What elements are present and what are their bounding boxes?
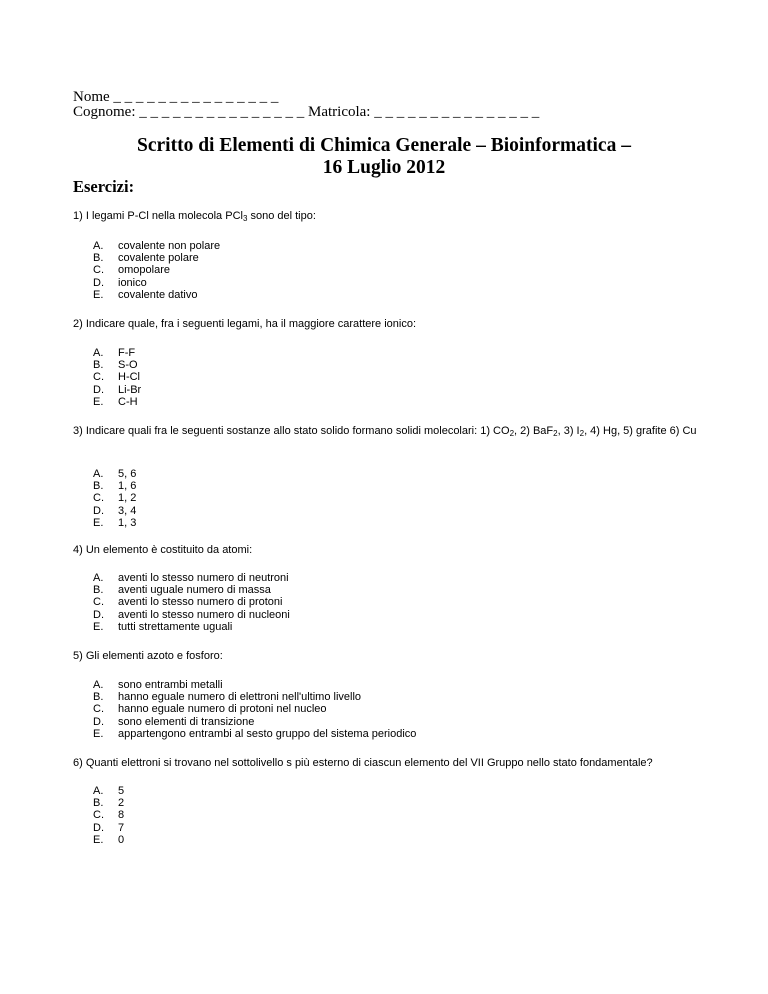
option-c[interactable]: C. omopolare — [93, 264, 170, 277]
surname-label: Cognome: — [73, 104, 136, 120]
question-2-options — [93, 347, 141, 408]
option-b[interactable]: B. covalente polare — [93, 252, 199, 265]
option-a[interactable]: A. aventi lo stesso numero di neutroni — [93, 572, 289, 584]
option-b[interactable]: B. S-O — [93, 359, 138, 372]
name-blank[interactable]: _ _ _ _ _ _ _ _ _ _ _ _ _ _ _ — [113, 89, 279, 105]
question-2: 2) Indicare quale, fra i seguenti legami, ha il maggiore carattere ionico: — [73, 318, 417, 330]
exam-title-line1: Scritto di Elementi di Chimica Generale – Bioinformatica – — [137, 135, 631, 156]
option-a[interactable]: A. 5, 6 — [93, 468, 137, 480]
option-d[interactable]: D. 3, 4 — [93, 504, 137, 517]
option-d[interactable]: D. Li-Br — [93, 383, 142, 396]
surname-blank[interactable]: _ _ _ _ _ _ _ _ _ _ _ _ _ _ _ — [139, 104, 305, 120]
question-3-options — [93, 468, 136, 529]
option-c[interactable]: C. aventi lo stesso numero di protoni — [93, 596, 283, 609]
matricola-label: Matricola: — [308, 104, 371, 120]
question-3: 3) Indicare quali fra le seguenti sostanze allo stato solido formano solidi molecolari: 1) $CO_2$, 2) BaF$_2$, 3) $I_2$, 4) Hg, 5) grafite 6) Cu — [73, 425, 697, 438]
option-d[interactable]: D. sono elementi di transizione — [93, 715, 255, 728]
option-b[interactable]: B. 2 — [93, 797, 125, 810]
exam-title-date: 16 Luglio 2012 — [322, 157, 446, 178]
question-5-options — [93, 679, 416, 740]
option-e[interactable]: E. tutti strettamente uguali — [93, 620, 233, 633]
option-b[interactable]: B. 1, 6 — [93, 480, 137, 493]
name-field-line — [73, 89, 278, 105]
question-5: 5) Gli elementi azoto e fosforo: — [73, 650, 223, 662]
option-e[interactable]: E. 0 — [93, 833, 125, 846]
option-d[interactable]: D. ionico — [93, 276, 147, 289]
option-e[interactable]: E. C-H — [93, 395, 138, 408]
surname-field-line — [73, 104, 539, 120]
option-b[interactable]: B. aventi uguale numero di massa — [93, 584, 271, 597]
option-c[interactable]: C. H-Cl — [93, 371, 140, 384]
option-e[interactable]: E. 1, 3 — [93, 516, 137, 529]
option-e[interactable]: E. appartengono entrambi al sesto gruppo del sistema periodico — [93, 727, 417, 740]
option-a[interactable]: A. F-F — [93, 347, 136, 359]
option-a[interactable]: A. sono entrambi metalli — [93, 679, 223, 691]
question-1-options — [93, 240, 220, 301]
question-4-options — [93, 572, 290, 633]
question-1: 1) I legami P-Cl nella molecola PCl$_3$ sono del tipo: — [73, 210, 316, 223]
option-c[interactable]: C. hanno eguale numero di protoni nel nucleo — [93, 703, 327, 716]
matricola-blank[interactable]: _ _ _ _ _ _ _ _ _ _ _ _ _ _ _ — [374, 104, 540, 120]
option-b[interactable]: B. hanno eguale numero di elettroni nell'ultimo livello — [93, 691, 362, 704]
option-d[interactable]: D. aventi lo stesso numero di nucleoni — [93, 608, 290, 621]
question-4: 4) Un elemento è costituito da atomi: — [73, 544, 253, 556]
option-d[interactable]: D. 7 — [93, 821, 125, 834]
name-label: Nome — [73, 89, 110, 105]
option-c[interactable]: C. 8 — [93, 809, 125, 822]
question-6: 6) Quanti elettroni si trovano nel sottolivello s più esterno di ciascun elemento del VII Gruppo nello stato fondamentale? — [73, 757, 653, 769]
option-c[interactable]: C. 1, 2 — [93, 492, 137, 505]
option-a[interactable]: A. 5 — [93, 785, 125, 797]
question-6-options — [93, 785, 124, 846]
option-e[interactable]: E. covalente dativo — [93, 288, 198, 301]
exam-title — [96, 135, 672, 179]
option-a[interactable]: A. covalente non polare — [93, 240, 221, 252]
section-title: Esercizi: — [73, 177, 135, 196]
